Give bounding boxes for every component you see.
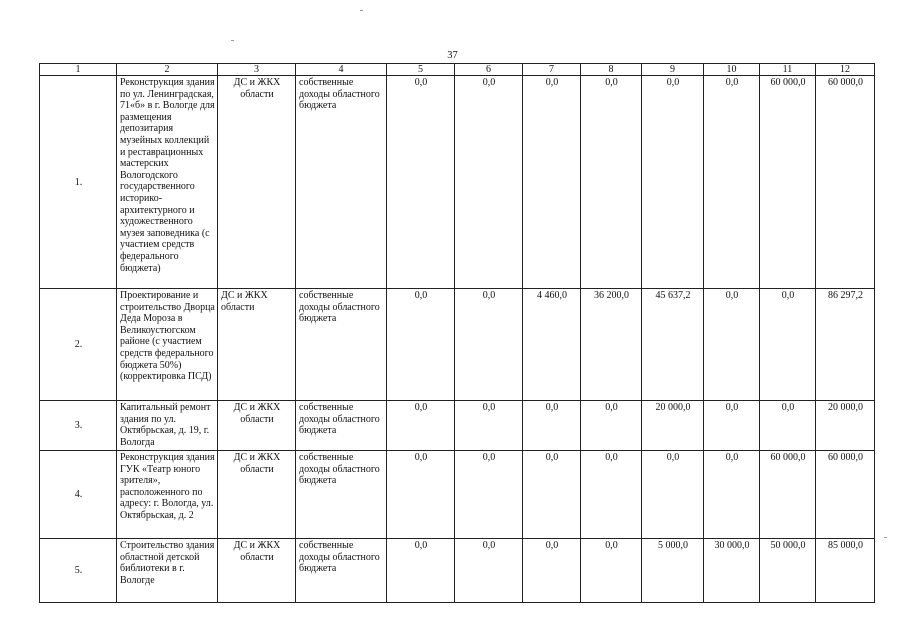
column-header: 9 bbox=[642, 64, 704, 76]
amount-cell: 0,0 bbox=[455, 539, 523, 603]
amount-cell: 0,0 bbox=[760, 401, 816, 451]
amount-cell: 0,0 bbox=[455, 289, 523, 401]
row-number: 3. bbox=[40, 401, 117, 451]
table-row bbox=[40, 451, 875, 539]
project-name: Капитальный ремонт здания по ул. Октябрьская, д. 19, г. Вологда bbox=[117, 401, 218, 451]
responsible-body: ДС и ЖКХ области bbox=[218, 451, 296, 539]
amount-cell: 0,0 bbox=[523, 401, 581, 451]
funding-source: собственные доходы областного бюджета bbox=[296, 401, 387, 451]
scan-speck bbox=[231, 40, 234, 41]
column-number-row bbox=[40, 64, 875, 76]
amount-cell: 0,0 bbox=[642, 76, 704, 289]
project-name: Строительство здания областной детской библиотеки в г. Вологде bbox=[117, 539, 218, 603]
total-cell: 60 000,0 bbox=[816, 451, 875, 539]
column-header: 8 bbox=[581, 64, 642, 76]
column-header: 1 bbox=[40, 64, 117, 76]
amount-cell: 0,0 bbox=[523, 539, 581, 603]
amount-cell: 0,0 bbox=[581, 76, 642, 289]
amount-cell: 0,0 bbox=[523, 76, 581, 289]
amount-cell: 0,0 bbox=[581, 451, 642, 539]
amount-cell: 0,0 bbox=[455, 76, 523, 289]
amount-cell: 0,0 bbox=[642, 451, 704, 539]
amount-cell: 60 000,0 bbox=[760, 76, 816, 289]
amount-cell: 0,0 bbox=[387, 539, 455, 603]
amount-cell: 0,0 bbox=[455, 401, 523, 451]
table-row bbox=[40, 76, 875, 289]
table-row bbox=[40, 539, 875, 603]
funding-source: собственные доходы областного бюджета bbox=[296, 451, 387, 539]
amount-cell: 36 200,0 bbox=[581, 289, 642, 401]
amount-cell: 0,0 bbox=[704, 401, 760, 451]
total-cell: 86 297,2 bbox=[816, 289, 875, 401]
table-row bbox=[40, 289, 875, 401]
amount-cell: 0,0 bbox=[581, 539, 642, 603]
page-number: 37 bbox=[447, 50, 458, 61]
project-name: Проектирование и строительство Дворца Деда Мороза в Великоустюгском районе (с участием средств федерального бюджета 50%) (корректировка ПСД) bbox=[117, 289, 218, 401]
funding-source: собственные доходы областного бюджета bbox=[296, 76, 387, 289]
column-header: 7 bbox=[523, 64, 581, 76]
amount-cell: 0,0 bbox=[704, 76, 760, 289]
amount-cell: 60 000,0 bbox=[760, 451, 816, 539]
responsible-body: ДС и ЖКХ области bbox=[218, 289, 296, 401]
column-header: 2 bbox=[117, 64, 218, 76]
table-row bbox=[40, 401, 875, 451]
amount-cell: 0,0 bbox=[387, 451, 455, 539]
amount-cell: 4 460,0 bbox=[523, 289, 581, 401]
row-number: 2. bbox=[40, 289, 117, 401]
amount-cell: 0,0 bbox=[455, 451, 523, 539]
amount-cell: 0,0 bbox=[581, 401, 642, 451]
total-cell: 60 000,0 bbox=[816, 76, 875, 289]
amount-cell: 0,0 bbox=[704, 289, 760, 401]
scan-speck bbox=[360, 10, 363, 11]
column-header: 3 bbox=[218, 64, 296, 76]
total-cell: 20 000,0 bbox=[816, 401, 875, 451]
amount-cell: 50 000,0 bbox=[760, 539, 816, 603]
amount-cell: 0,0 bbox=[760, 289, 816, 401]
total-cell: 85 000,0 bbox=[816, 539, 875, 603]
row-number: 4. bbox=[40, 451, 117, 539]
amount-cell: 30 000,0 bbox=[704, 539, 760, 603]
column-header: 4 bbox=[296, 64, 387, 76]
column-header: 11 bbox=[760, 64, 816, 76]
column-header: 5 bbox=[387, 64, 455, 76]
column-header: 10 bbox=[704, 64, 760, 76]
responsible-body: ДС и ЖКХ области bbox=[218, 76, 296, 289]
column-header: 12 bbox=[816, 64, 875, 76]
project-name: Реконструкция здания по ул. Ленинградская, 71«б» в г. Вологде для размещения депозитария музейных коллекций и реставрационных мастерских Вологодского государственного историко-архитектурного и художественного музея заповедника (с участием средств федерального бюджета) bbox=[117, 76, 218, 289]
scan-speck bbox=[884, 537, 887, 538]
funding-source: собственные доходы областного бюджета bbox=[296, 289, 387, 401]
amount-cell: 0,0 bbox=[523, 451, 581, 539]
amount-cell: 0,0 bbox=[387, 289, 455, 401]
row-number: 1. bbox=[40, 76, 117, 289]
amount-cell: 45 637,2 bbox=[642, 289, 704, 401]
project-name: Реконструкция здания ГУК «Театр юного зрителя», расположенного по адресу: г. Вологда, ул. Октябрьская, д. 2 bbox=[117, 451, 218, 539]
amount-cell: 20 000,0 bbox=[642, 401, 704, 451]
amount-cell: 0,0 bbox=[387, 76, 455, 289]
amount-cell: 0,0 bbox=[704, 451, 760, 539]
budget-table bbox=[39, 63, 875, 603]
amount-cell: 0,0 bbox=[387, 401, 455, 451]
column-header: 6 bbox=[455, 64, 523, 76]
amount-cell: 5 000,0 bbox=[642, 539, 704, 603]
responsible-body: ДС и ЖКХ области bbox=[218, 401, 296, 451]
funding-source: собственные доходы областного бюджета bbox=[296, 539, 387, 603]
row-number: 5. bbox=[40, 539, 117, 603]
responsible-body: ДС и ЖКХ области bbox=[218, 539, 296, 603]
